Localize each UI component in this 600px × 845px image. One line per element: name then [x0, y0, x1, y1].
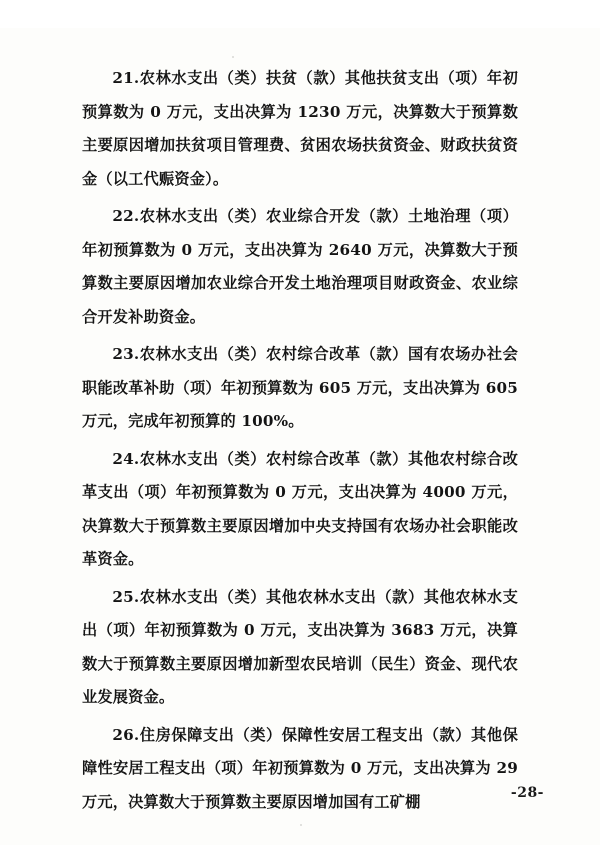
paragraph-24: 24.农林水支出（类）农村综合改革（款）其他农村综合改革支出（项）年初预算数为 0 万元，支出决算为 4000 万元，决算数大于预算数主要原因增加中央支持国有农场办社会职能改革资金。	[82, 449, 518, 568]
paragraph-25: 25.农林水支出（类）其他农林水支出（款）其他农林水支出（项）年初预算数为 0 万元，支出决算为 3683 万元，决算数大于预算数主要原因增加新型农民培训（民生）资金、现代农业发展资金。	[82, 587, 518, 706]
scan-speckle	[232, 56, 234, 58]
paragraph-22: 22.农林水支出（类）农业综合开发（款）土地治理（项）年初预算数为 0 万元，支出决算为 2640 万元，决算数大于预算数主要原因增加农业综合开发土地治理项目财政资金、农业综合开发补助资金。	[82, 207, 518, 326]
page-body	[82, 62, 518, 823]
paragraph-23: 23.农林水支出（类）农村综合改革（款）国有农场办社会职能改革补助（项）年初预算数为 605 万元，支出决算为 605 万元，完成年初预算的 100%。	[82, 345, 518, 430]
scan-speckle	[300, 824, 302, 826]
page-number: -28-	[510, 785, 544, 801]
page-top-margin	[0, 0, 600, 28]
paragraph-21: 21.农林水支出（类）扶贫（款）其他扶贫支出（项）年初预算数为 0 万元，支出决算为 1230 万元，决算数大于预算数主要原因增加扶贫项目管理费、贫困农场扶贫资金、财政扶贫资金（以工代赈资金）。	[82, 69, 518, 188]
paragraph-26: 26.住房保障支出（类）保障性安居工程支出（款）其他保障性安居工程支出（项）年初预算数为 0 万元，支出决算为 29 万元，决算数大于预算数主要原因增加国有工矿棚	[82, 725, 518, 811]
